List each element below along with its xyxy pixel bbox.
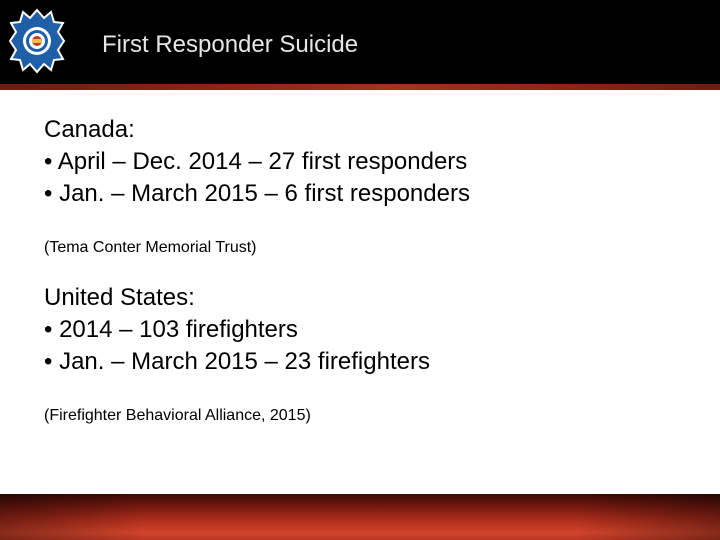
slide-body xyxy=(44,114,684,426)
bullet-item: • Jan. – March 2015 – 23 firefighters xyxy=(44,348,430,375)
section-united-states xyxy=(44,282,684,426)
bullet-item: • Jan. – March 2015 – 6 first responders xyxy=(44,180,470,207)
bullet-item: • 2014 – 103 firefighters xyxy=(44,316,298,343)
slide-header xyxy=(0,0,720,86)
bullet-item: • April – Dec. 2014 – 27 first responders xyxy=(44,148,468,175)
header-accent-stripe xyxy=(0,84,720,90)
slide-footer-band xyxy=(0,494,720,540)
section-canada xyxy=(44,114,684,282)
source-citation: (Tema Conter Memorial Trust) xyxy=(44,239,257,256)
section-heading: United States: xyxy=(44,284,195,311)
source-citation: (Firefighter Behavioral Alliance, 2015) xyxy=(44,407,311,424)
section-heading: Canada: xyxy=(44,116,135,143)
slide-title: First Responder Suicide xyxy=(102,31,359,58)
maltese-cross-badge-icon xyxy=(8,6,66,76)
